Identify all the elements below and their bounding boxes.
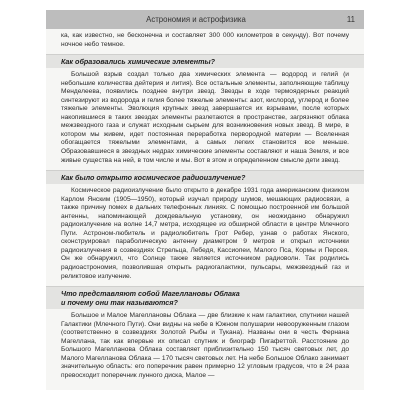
intro-paragraph: ка, как известно, не бесконечна и составляет 300 000 километров в секунду). Вот почему ночное небо темное.	[61, 32, 349, 48]
running-header	[46, 10, 364, 29]
paragraph-elements: Большой взрыв создал только два химических элемента — водород и гелий (и небольшие количества дейтерия и лития). Все остальные элементы, заполняющие таблицу Менделеева, появились позднее внутри звезд. Звезды в ходе термоядерных реакций синтезируют из водорода и гелия более тяжелые элементы: азот, кислород, углерод и более тяжелые элементы. Эволюция крупных звезд завершается их взрывами, после которых накопившиеся в таких звездах элементы разлетаются в пространстве, загрязняют облака межзвездного газа и служат исходным сырьем для возникновения новых звезд. В мире, в котором мы живем, идет постоянная переработка первородной материи — Вселенная обогащается тяжелыми элементами, а самых легких становится все меньше. Образовавшиеся в звездных недрах химические элементы составляют и наша Земля, и все живые существа на ней, в том числе и мы. Вот в этом и определенном смысле дети звезд.	[61, 71, 349, 164]
page-content	[46, 32, 364, 381]
paragraph-radio: Космическое радиоизлучение было открыто в декабре 1931 года американским физиком Карлом Янским (1905—1950), который изучал природу шумов, мешающих радиосвязи, а также причину помех в дальних телефонных линиях. С помощью построенной им большой антенны, напоминающей дождевальную установку, он неожиданно обнаружил радиоизлучение на волне 14,7 метра, исходящее из обширной области в центре Млечного Пути. Астроном-любитель и радиолюбитель Грот Ребер, узнав о работах Янского, сконструировал параболическую антенну диаметром 9 метров и открыл источники радиоизлучения в созвездиях Стрельца, Лебедя, Кассиопеи, Малого Пса, Кормы и Персея. Он же обнаружил, что Солнце также является источником радиоволн. Так родились радиоастрономия, позволившая открыть радиогалактики, пульсары, межзвездный газ и реликтовое излучение.	[61, 187, 349, 280]
paragraph-magellan: Большое и Малое Магеллановы Облака — две близкие к нам галактики, спутники нашей Галактики (Млечного Пути). Они видны на небе в Южном полушарии невооруженным глазом (соответственно в созвездиях Золотой Рыбы и Тукана). Названы они в честь Фернана Магеллана, так как впервые их описал спутник и биограф Пигафеттой. Расстояние до Большого Магелланова Облака составляет приблизительно 150 тысяч световых лет, до Малого Магелланова Облака — 170 тысяч световых лет. На небе Большое Облако занимает значительную область: его поперечник равен примерно 12 угловым градусов, что в 24 раза превосходит поперечник лунного диска, Малое —	[61, 312, 349, 379]
header-title: Астрономия и астрофизика	[146, 15, 246, 24]
section-heading-text: Как образовались химические элементы?	[61, 57, 216, 67]
section-heading-line-2: и почему они так называются?	[61, 298, 178, 308]
section-heading-elements	[46, 54, 364, 68]
book-page	[46, 10, 364, 390]
section-heading-radio	[46, 170, 364, 184]
section-heading-line-1: Что представляют собой Магеллановы Облака	[61, 289, 240, 299]
section-heading-magellan	[46, 286, 364, 309]
section-heading-text: Как было открыто космическое радиоизлучение?	[61, 173, 246, 183]
page-number: 11	[346, 15, 355, 24]
